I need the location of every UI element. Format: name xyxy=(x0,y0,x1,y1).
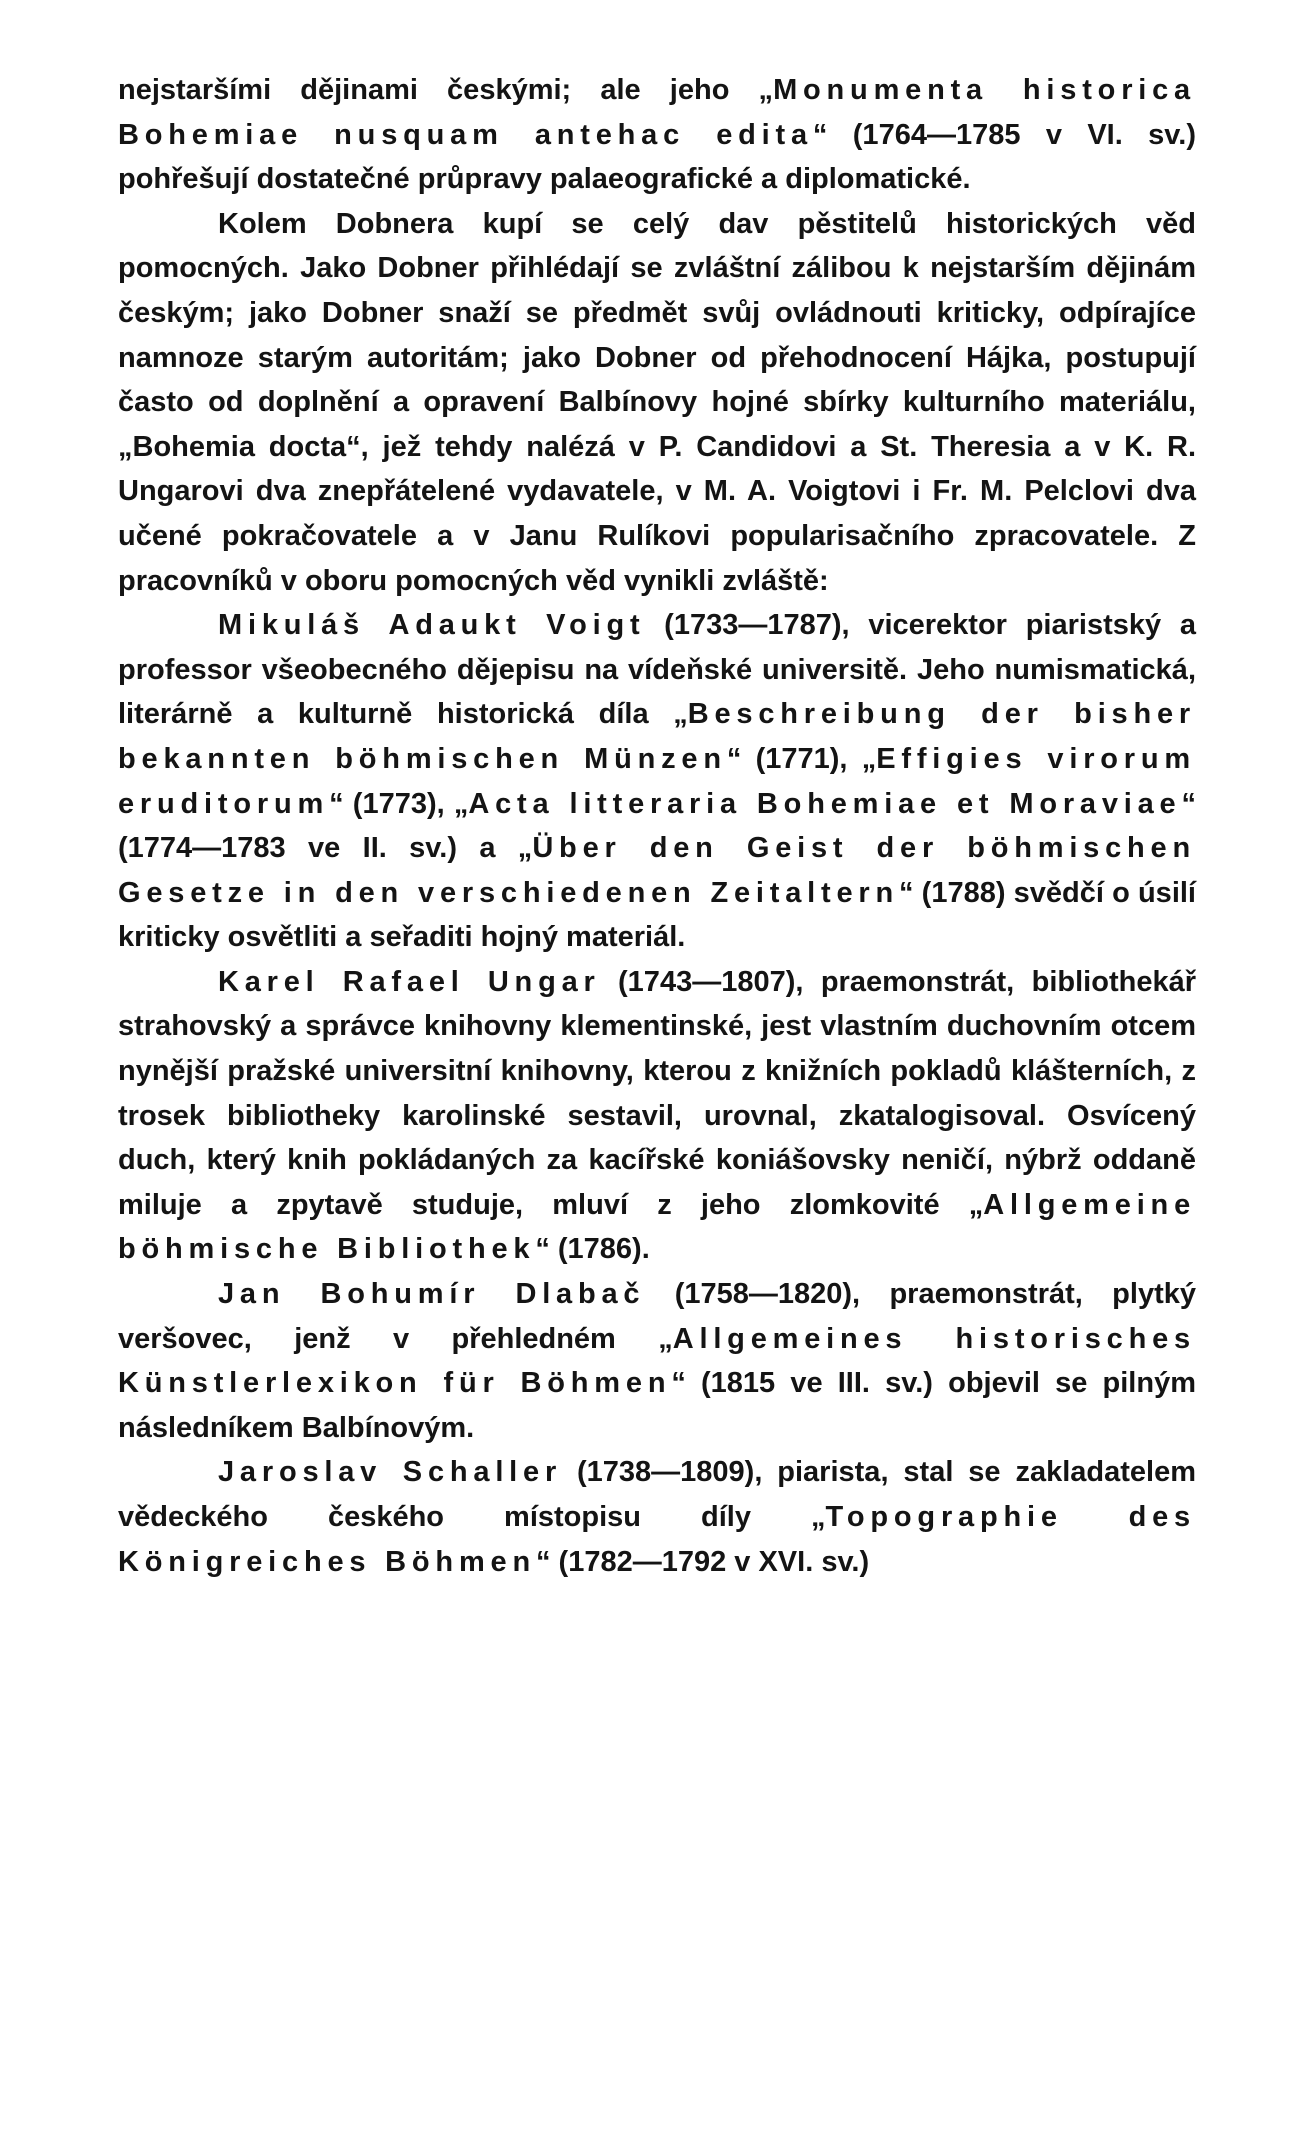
paragraph-schaller xyxy=(118,1450,1196,1584)
text-segment: “ (1782—1792 v XVI. sv.) xyxy=(535,1545,870,1578)
spaced-title: Allgemeines historisches Künstlerlexikon für Böhmen xyxy=(118,1322,1196,1400)
text-segment: “ (1786). xyxy=(535,1233,650,1266)
spaced-title: Allgemeine böhmische Bibliothek xyxy=(118,1188,1196,1266)
spaced-title: Über den Geist der böhmischen Gesetze in den verschiedenen Zeitaltern xyxy=(118,832,1196,909)
text-segment: “ (1771), „ xyxy=(726,742,877,775)
text-segment: “ (1764—1785 v VI. sv.) pohřešují dostatečné průpravy palaeografické a diplomatické. xyxy=(118,118,1196,196)
paragraph-ungar xyxy=(118,960,1196,1272)
spaced-title: Effigies virorum eruditorum xyxy=(118,742,1196,820)
text-segment: (1758—1820), praemonstrát, plytký veršovec, jenž v přehledném „ xyxy=(118,1278,1196,1355)
person-name: Jan Bohumír Dlabač xyxy=(218,1278,646,1311)
paragraph-voigt xyxy=(118,603,1196,960)
spaced-title: Beschreibung der bisher bekannten böhmischen Münzen xyxy=(118,698,1197,775)
spaced-title: Monumenta historica Bohemiae nusquam antehac edita xyxy=(118,74,1196,151)
paragraph-2 xyxy=(118,202,1196,603)
text-segment: (1743—1807), praemonstrát, bibliothekář strahovský a správce knihovny klementinské, jest vlastním duchovním otcem nynější pražské universitní knihovny, kterou z knižních pokladů klášterních, z trosek bibliotheky karolinské sestavil, urovnal, zkatalogisoval. Osvícený duch, který knih pokládaných za kacířské koniášovsky neničí, nýbrž oddaně miluje a zpytavě studuje, mluví z jeho zlomkovité „ xyxy=(118,965,1196,1221)
text-segment: (1738—1809), piarista, stal se zakladatelem vědeckého českého místopisu díly „ xyxy=(118,1456,1197,1533)
person-name: Karel Rafael Ungar xyxy=(218,965,601,998)
text-segment: “ (1788) svědčí o úsilí kriticky osvětliti a seřaditi hojný materiál. xyxy=(118,876,1196,954)
text-segment: “ (1774—1783 ve II. sv.) a „ xyxy=(118,787,1196,865)
text-segment: nejstaršími dějinami českými; ale jeho „ xyxy=(118,74,774,106)
paragraph-1 xyxy=(118,68,1196,202)
text-segment: (1733—1787), vicerektor piaristský a professor všeobecného dějepisu na vídeňské universitě. Jeho numismatická, literárně a kulturně historická díla „ xyxy=(118,609,1197,731)
document-page xyxy=(118,68,1196,1584)
person-name: Mikuláš Adaukt Voigt xyxy=(218,609,646,642)
text-segment: Kolem Dobnera kupí se celý dav pěstitelů historických věd pomocných. Jako Dobner přihlédají se zvláštní zálibou k nejstarším dějinám českým; jako Dobner snaží se předmět svůj ovládnouti kriticky, odpírajíce namnoze starým autoritám; jako Dobner od přehodnocení Hájka, postupují často od doplnění a opravení Balbínovy hojné sbírky kulturního materiálu, „Bohemia docta“, jež tehdy nalézá v P. Candidovi a St. Theresia a v K. R. Ungarovi dva znepřátelené vydavatele, v M. A. Voigtovi i Fr. M. Pelclovi dva učené pokračovatele a v Janu Rulíkovi popularisačního zpracovatele. Z pracovníků v oboru pomocných věd vynikli zvláště: xyxy=(118,207,1196,597)
spaced-title: Topographie des Königreiches Böhmen xyxy=(118,1501,1196,1578)
text-segment: “ (1815 ve III. sv.) objevil se pilným následníkem Balbínovým. xyxy=(118,1367,1196,1444)
person-name: Jaroslav Schaller xyxy=(218,1456,563,1489)
paragraph-dlabac xyxy=(118,1272,1196,1450)
spaced-title: Acta litteraria Bohemiae et Moraviae xyxy=(468,787,1182,820)
text-segment: “ (1773), „ xyxy=(329,787,469,820)
